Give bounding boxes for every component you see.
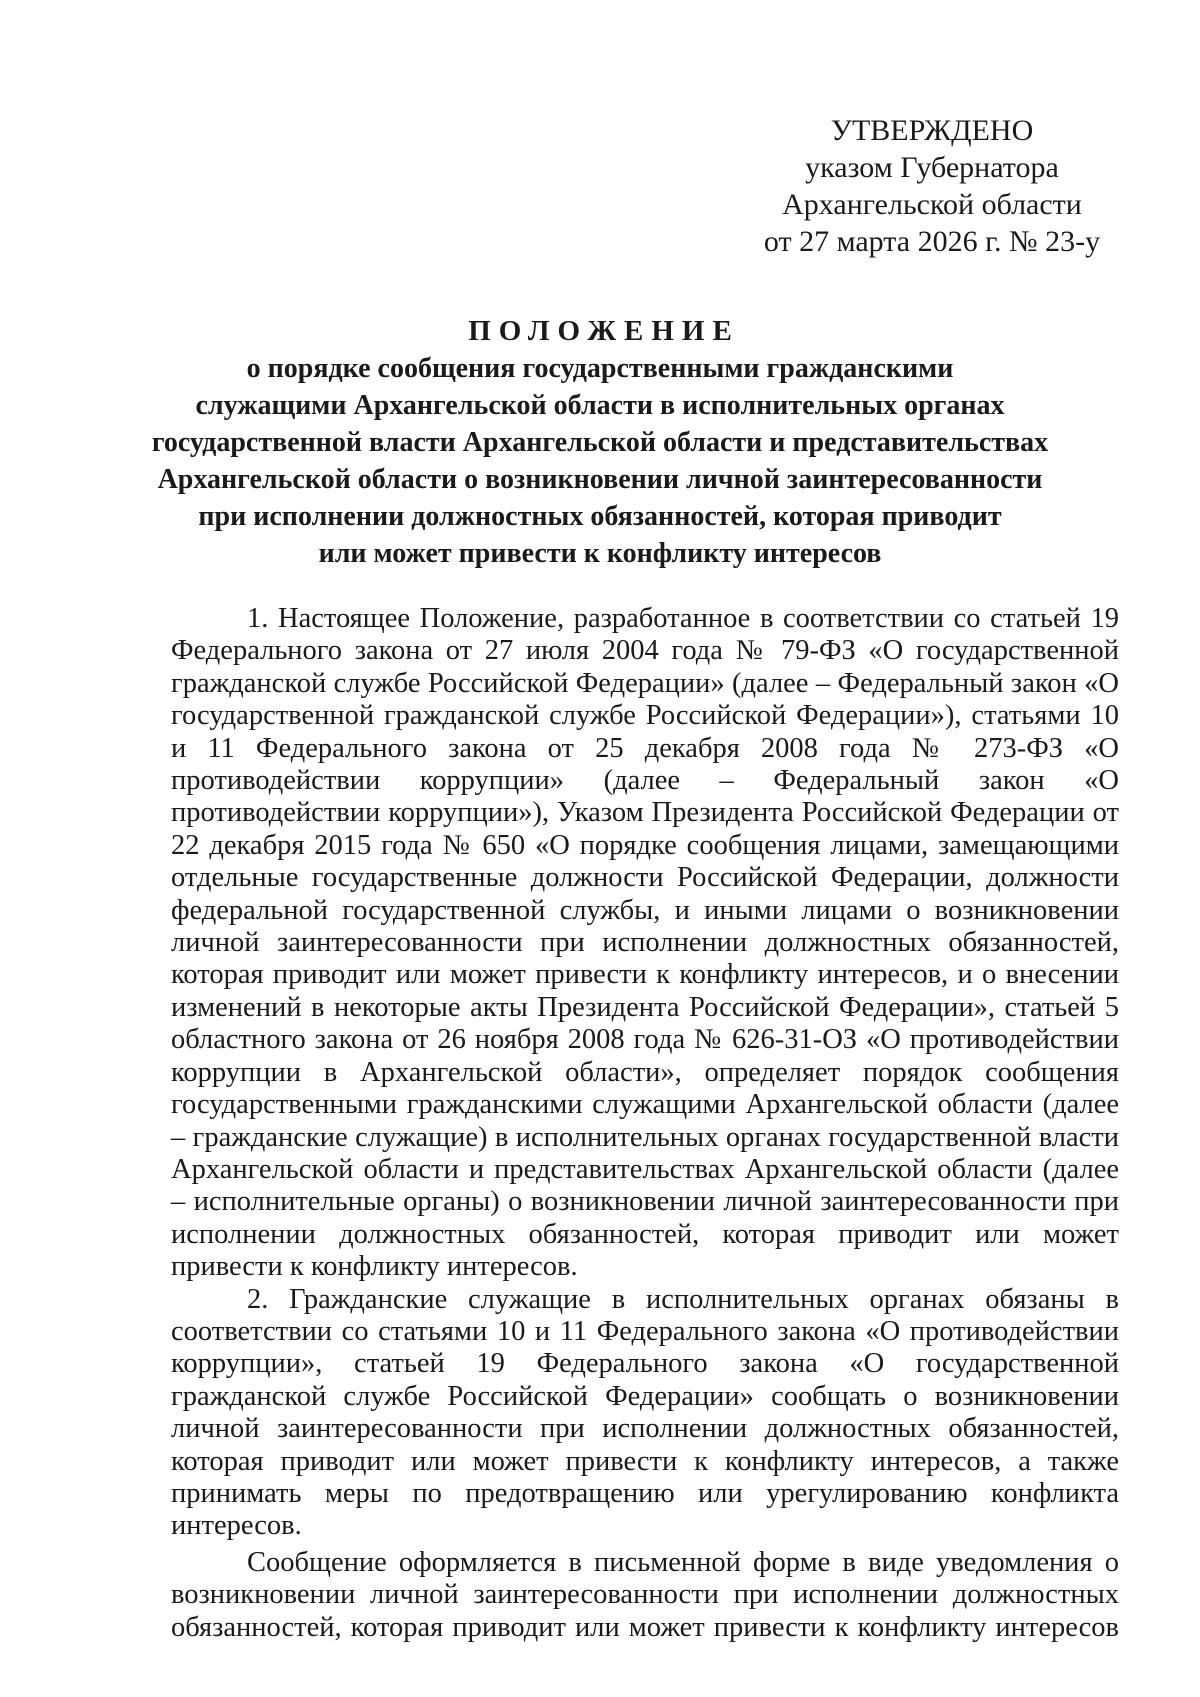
approval-date-number: от 27 марта 2026 г. № 23-у [763, 225, 1101, 258]
title-line: при исполнении должностных обязанностей, которая приводит [198, 501, 1002, 532]
document-body [171, 603, 1119, 1644]
approval-authority: указом Губернатора [805, 151, 1059, 184]
title-line: о порядке сообщения государственными гражданскими [246, 353, 954, 384]
title-line: Архангельской области о возникновении личной заинтересованности [157, 464, 1043, 495]
approval-stamp [732, 112, 1132, 260]
document-title [150, 313, 1050, 572]
paragraph-2: 2. Гражданские служащие в исполнительных органах обязаны в соответствии со статьями 10 и 11 Федерального закона «О противодействии коррупции», статьей 19 Федерального закона «О государственной гражданской службе Российской Федерации» сообщать о возникновении личной заинтересованности при исполнении должностных обязанностей, которая приводит или может привести к конфликту интересов, а также принимать меры по предотвращению или урегулированию конфликта интересов. [171, 1283, 1119, 1542]
document-heading: ПОЛОЖЕНИЕ [468, 315, 740, 347]
approval-title: УТВЕРЖДЕНО [830, 114, 1034, 147]
paragraph-1: 1. Настоящее Положение, разработанное в соответствии со статьей 19 Федерального закона от 27 июля 2004 года № 79-ФЗ «О государственной гражданской службе Российской Федерации» (далее – Федеральный закон «О государственной гражданской службе Российской Федерации»), статьями 10 и 11 Федерального закона от 25 декабря 2008 года № 273-ФЗ «О противодействии коррупции» (далее – Федеральный закон «О противодействии коррупции»), Указом Президента Российской Федерации от 22 декабря 2015 года № 650 «О порядке сообщения лицами, замещающими отдельные государственные должности Российской Федерации, должности федеральной государственной службы, и иными лицами о возникновении личной заинтересованности при исполнении должностных обязанностей, которая приводит или может привести к конфликту интересов, и о внесении изменений в некоторые акты Президента Российской Федерации», статьей 5 областного закона от 26 ноября 2008 года № 626-31-ОЗ «О противодействии коррупции в Архангельской области», определяет порядок сообщения государственными гражданскими служащими Архангельской области (далее – гражданские служащие) в исполнительных органах государственной власти Архангельской области и представительствах Архангельской области (далее – исполнительные органы) о возникновении личной заинтересованности при исполнении должностных обязанностей, которая приводит или может привести к конфликту интересов. [171, 603, 1119, 1283]
approval-region: Архангельской области [782, 188, 1082, 221]
title-line: государственной власти Архангельской области и представительствах [151, 427, 1049, 458]
title-line: или может привести к конфликту интересов [318, 538, 882, 569]
title-line: служащими Архангельской области в исполнительных органах [195, 390, 1005, 421]
paragraph-3: Сообщение оформляется в письменной форме в виде уведомления о возникновении личной заинтересованности при исполнении должностных обязанностей, которая приводит или может привести к конфликту интересов [171, 1546, 1119, 1643]
